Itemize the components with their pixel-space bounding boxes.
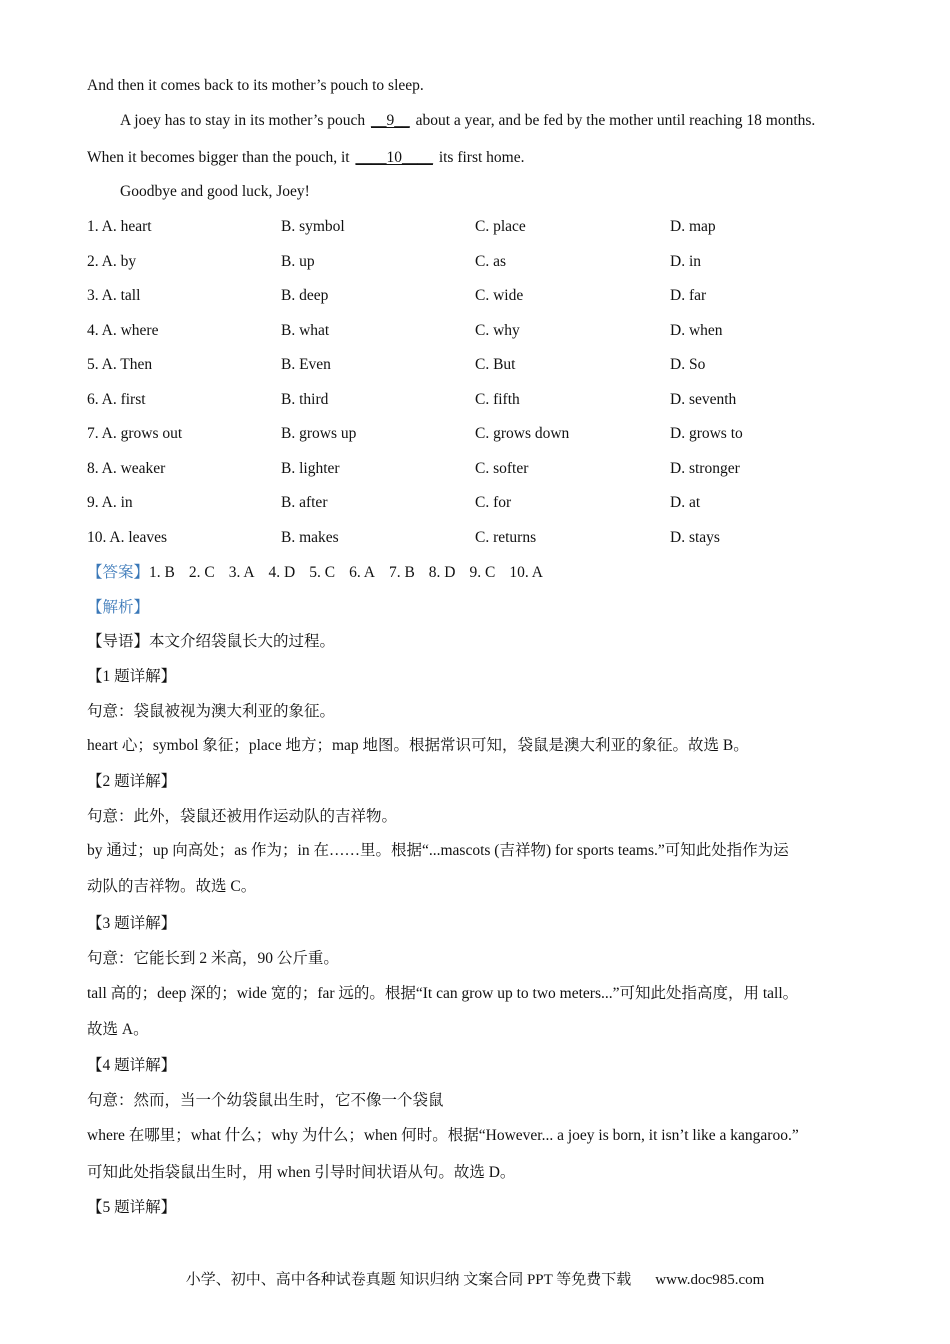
answer-item: 3. A [228, 564, 255, 581]
q3-title: 【3 题详解】 [87, 915, 177, 932]
passage-line-2-post: about a year, and be fed by the mother until reaching 18 months. [411, 112, 816, 129]
q3-explain-2: 故选 A。 [87, 1021, 149, 1038]
passage-line-2-pre: A joey has to stay in its mother’s pouch [120, 112, 369, 129]
answer-item: 1. B [149, 564, 175, 581]
passage-line-3-pre: When it becomes bigger than the pouch, it [87, 149, 354, 166]
passage-line-1: And then it comes back to its mother’s pouch to sleep. [87, 77, 424, 94]
option-c: C. softer [475, 460, 529, 477]
analysis-intro: 【导语】本文介绍袋鼠长大的过程。 [87, 633, 336, 650]
option-c: C. wide [475, 287, 524, 304]
option-b: B. lighter [281, 460, 340, 477]
option-b: B. what [281, 322, 330, 339]
option-c: C. why [475, 322, 520, 339]
option-b: B. makes [281, 529, 339, 546]
answer-item: 4. D [268, 564, 296, 581]
q1-explain: heart 心；symbol 象征；place 地方；map 地图。根据常识可知，袋鼠是澳大利亚的象征。故选 B。 [87, 737, 749, 754]
option-c: C. as [475, 253, 506, 270]
question-row [87, 252, 877, 272]
option-b: B. Even [281, 356, 331, 373]
q2-title: 【2 题详解】 [87, 773, 177, 790]
question-row [87, 390, 877, 410]
analysis-label: 【解析】 [87, 599, 150, 616]
option-d: D. So [670, 356, 706, 373]
option-b: B. deep [281, 287, 329, 304]
option-d: D. map [670, 218, 716, 235]
answer-key [87, 563, 557, 583]
option-c: C. grows down [475, 425, 570, 442]
q2-explain-1: by 通过；up 向高处；as 作为；in 在……里。根据“...mascots (吉祥物) for sports teams.”可知此处指作为运 [87, 842, 789, 859]
footer-url-link[interactable]: www.doc985.com [655, 1272, 765, 1288]
option-c: C. for [475, 494, 512, 511]
answer-item: 7. B [388, 564, 415, 581]
answer-item: 9. C [469, 564, 496, 581]
question-row [87, 217, 877, 237]
option-b: B. up [281, 253, 315, 270]
q4-meaning: 句意：然而，当一个幼袋鼠出生时，它不像一个袋鼠 [87, 1092, 444, 1109]
footer-text: 小学、初中、高中各种试卷真题 知识归纳 文案合同 PPT 等免费下载 [185, 1272, 632, 1288]
question-row [87, 528, 877, 548]
option-d: D. stronger [670, 460, 740, 477]
option-b: B. third [281, 391, 329, 408]
option-a: 2. A. by [87, 253, 137, 270]
option-c: C. place [475, 218, 526, 235]
question-row [87, 424, 877, 444]
q4-explain-1: where 在哪里；what 什么；why 为什么；when 何时。根据“However... a joey is born, it isn’t like a kangaroo.” [87, 1127, 799, 1144]
option-d: D. seventh [670, 391, 737, 408]
option-d: D. stays [670, 529, 720, 546]
answer-item: 10. A [509, 564, 543, 581]
option-a: 10. A. leaves [87, 529, 168, 546]
option-b: B. after [281, 494, 328, 511]
option-d: D. grows to [670, 425, 743, 442]
blank-9: __9__ [370, 112, 410, 129]
passage-line-4: Goodbye and good luck, Joey! [120, 183, 310, 200]
answer-item: 2. C [188, 564, 215, 581]
q1-meaning: 句意：袋鼠被视为澳大利亚的象征。 [87, 703, 336, 720]
q1-title: 【1 题详解】 [87, 668, 177, 685]
option-a: 8. A. weaker [87, 460, 166, 477]
question-row [87, 355, 877, 375]
option-a: 3. A. tall [87, 287, 141, 304]
answer-label: 【答案】 [87, 564, 150, 581]
option-d: D. in [670, 253, 701, 270]
option-d: D. at [670, 494, 701, 511]
q4-explain-2: 可知此处指袋鼠出生时，用 when 引导时间状语从句。故选 D。 [87, 1164, 516, 1181]
option-c: C. returns [475, 529, 537, 546]
answer-item: 5. C [309, 564, 336, 581]
answer-item: 8. D [428, 564, 456, 581]
question-row [87, 459, 877, 479]
option-c: C. fifth [475, 391, 520, 408]
option-a: 7. A. grows out [87, 425, 183, 442]
q4-title: 【4 题详解】 [87, 1057, 177, 1074]
q2-meaning: 句意：此外，袋鼠还被用作运动队的吉祥物。 [87, 808, 398, 825]
option-d: D. when [670, 322, 723, 339]
question-row [87, 493, 877, 513]
q2-explain-2: 动队的吉祥物。故选 C。 [87, 878, 257, 895]
answer-item: 6. A [349, 564, 375, 581]
q5-title: 【5 题详解】 [87, 1199, 177, 1216]
option-b: B. symbol [281, 218, 345, 235]
passage-line-2 [120, 111, 815, 131]
option-a: 5. A. Then [87, 356, 153, 373]
option-c: C. But [475, 356, 516, 373]
option-a: 1. A. heart [87, 218, 152, 235]
option-a: 4. A. where [87, 322, 159, 339]
question-row [87, 286, 877, 306]
q3-explain-1: tall 高的；deep 深的；wide 宽的；far 远的。根据“It can grow up to two meters...”可知此处指高度，用 tall。 [87, 985, 799, 1002]
option-a: 6. A. first [87, 391, 146, 408]
option-d: D. far [670, 287, 707, 304]
passage-line-3-post: its first home. [434, 149, 525, 166]
q3-meaning: 句意：它能长到 2 米高，90 公斤重。 [87, 950, 339, 967]
passage-line-3 [87, 148, 525, 168]
page-footer [0, 1270, 950, 1290]
question-row [87, 321, 877, 341]
blank-10: ____10____ [355, 149, 433, 166]
option-b: B. grows up [281, 425, 357, 442]
option-a: 9. A. in [87, 494, 133, 511]
